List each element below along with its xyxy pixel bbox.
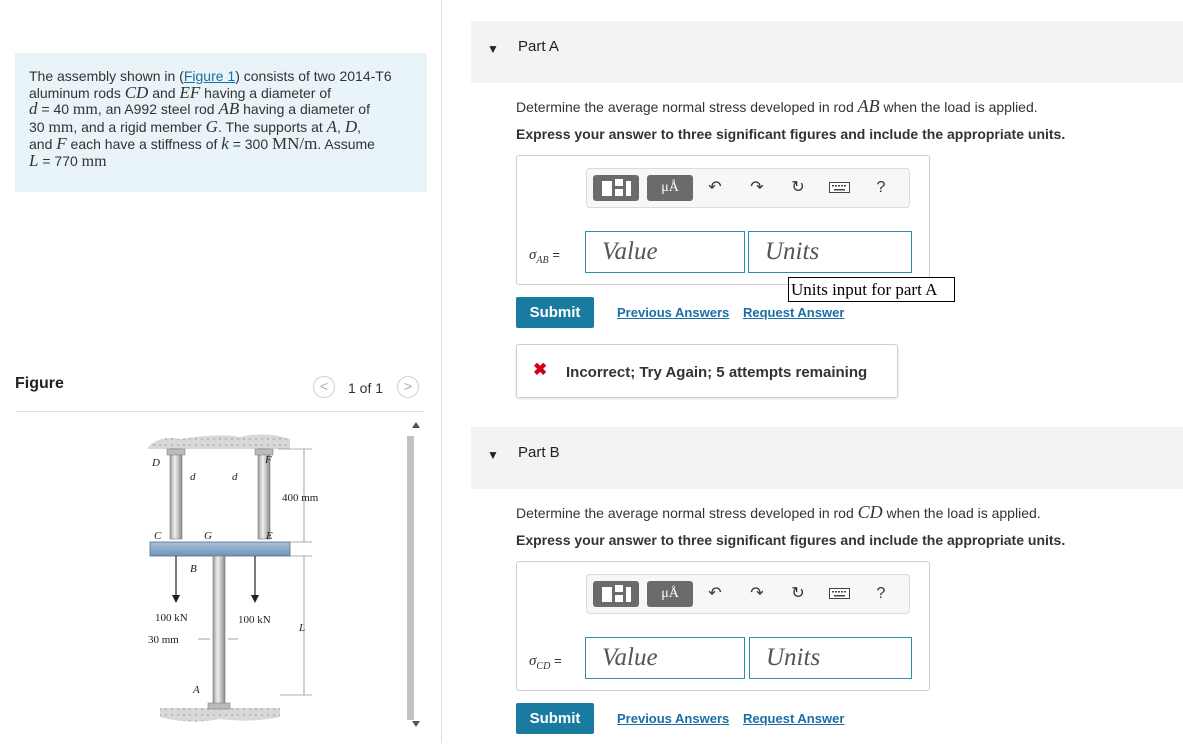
sigma-ab-label xyxy=(529,247,560,266)
problem-text: having a diameter of xyxy=(200,84,331,101)
problem-text: = 300 xyxy=(228,136,273,152)
sigma-subscript: AB xyxy=(536,255,549,266)
label-L: L xyxy=(299,622,306,634)
rod-ab-base xyxy=(208,703,230,709)
chevron-right-icon: > xyxy=(403,378,413,394)
help-icon[interactable]: ? xyxy=(876,585,886,602)
problem-text: The assembly shown in ( xyxy=(29,68,184,84)
value-input[interactable]: Value xyxy=(585,231,745,273)
part-b-previous-answers-link[interactable]: Previous Answers xyxy=(617,711,730,726)
label-F: F xyxy=(265,454,272,466)
label-G: G xyxy=(204,530,212,542)
problem-text: and xyxy=(148,84,180,101)
reset-icon[interactable]: ↻ xyxy=(791,585,805,602)
part-b-toolbar xyxy=(586,574,910,614)
label-E: E xyxy=(266,530,273,542)
unit: mm xyxy=(72,101,98,118)
part-a-request-answer-link[interactable]: Request Answer xyxy=(743,305,845,320)
symbols-icon[interactable]: μÅ xyxy=(647,581,693,607)
support-d-var: D xyxy=(344,116,358,136)
part-b-submit-button[interactable]: Submit xyxy=(516,703,594,734)
figure-diagram xyxy=(140,425,370,743)
k-var: k xyxy=(221,134,229,153)
label-B: B xyxy=(190,563,197,575)
label-30mm: 30 mm xyxy=(148,634,179,646)
redo-icon[interactable]: ↷ xyxy=(750,585,764,602)
problem-text: aluminum rods xyxy=(29,84,125,101)
scroll-up-icon[interactable] xyxy=(412,422,420,428)
part-a-feedback xyxy=(516,344,898,398)
undo-icon[interactable]: ↶ xyxy=(708,179,722,196)
rod-cd-cap xyxy=(167,449,185,455)
problem-text: . The supports at xyxy=(217,118,327,135)
part-b-request-answer-link[interactable]: Request Answer xyxy=(743,711,845,726)
rod-ab xyxy=(213,556,225,706)
figure-title: Figure xyxy=(15,375,64,392)
question-text: when the load is applied. xyxy=(882,505,1041,521)
collapse-triangle-icon[interactable]: ▼ xyxy=(487,42,499,56)
collapse-triangle-icon[interactable]: ▼ xyxy=(487,448,499,462)
label-C: C xyxy=(154,530,162,542)
error-x-icon: ✖ xyxy=(533,360,548,379)
label-load1: 100 kN xyxy=(155,612,188,624)
part-a-toolbar xyxy=(586,168,910,208)
top-support xyxy=(148,434,290,449)
help-icon[interactable]: ? xyxy=(876,179,886,196)
unit: MN/m xyxy=(272,134,318,153)
left-pane xyxy=(0,0,442,743)
support-f-var: F xyxy=(56,134,67,153)
question-text: when the load is applied. xyxy=(879,99,1038,115)
problem-text: , an A992 steel rod xyxy=(97,101,219,117)
part-b-answer-box xyxy=(516,561,930,691)
part-b-header[interactable] xyxy=(471,427,1183,489)
rod-cd-var: CD xyxy=(124,82,149,102)
equals-sign: = xyxy=(554,653,562,668)
part-a-instruction: Express your answer to three significant figures and include the appropriate units. xyxy=(516,126,1066,142)
problem-text: . Assume xyxy=(317,136,375,152)
problem-text: , xyxy=(357,118,361,135)
chevron-left-icon: < xyxy=(319,378,329,394)
problem-text: ) consists of two 2014-T6 xyxy=(235,68,392,84)
load-arrowhead-left xyxy=(172,595,180,603)
units-input[interactable]: Units xyxy=(749,637,912,679)
question-text: Determine the average normal stress developed in rod xyxy=(516,505,858,521)
member-g-var: G xyxy=(205,116,218,136)
part-a-previous-answers-link[interactable]: Previous Answers xyxy=(617,305,730,320)
d-var: d xyxy=(29,99,38,118)
problem-text: having a diameter of xyxy=(239,101,370,117)
keyboard-icon[interactable] xyxy=(829,181,851,193)
part-b-question xyxy=(516,502,1041,523)
figure-next-button[interactable] xyxy=(397,376,419,398)
problem-text: = 40 xyxy=(37,101,73,117)
L-var: L xyxy=(29,150,39,170)
problem-text: , xyxy=(337,118,341,135)
figure-prev-button[interactable] xyxy=(313,376,335,398)
units-input[interactable]: Units xyxy=(748,231,912,273)
sigma-cd-label xyxy=(529,653,562,672)
rod-var: AB xyxy=(857,96,880,116)
rod-ab-var: AB xyxy=(218,99,240,118)
problem-statement xyxy=(15,53,427,192)
rod-var: CD xyxy=(857,502,883,522)
rod-cd xyxy=(170,449,182,539)
load-arrowhead-right xyxy=(251,595,259,603)
keyboard-icon[interactable] xyxy=(829,587,851,599)
label-load2: 100 kN xyxy=(238,614,271,626)
templates-icon[interactable] xyxy=(593,175,639,201)
unit: mm xyxy=(48,118,74,136)
label-d2: d xyxy=(232,471,238,483)
scroll-down-icon[interactable] xyxy=(412,721,420,727)
feedback-text: Incorrect; Try Again; 5 attempts remaining xyxy=(566,364,868,381)
label-d1: d xyxy=(190,471,196,483)
problem-text: and xyxy=(29,136,57,152)
sigma-symbol: σ xyxy=(529,653,537,669)
label-400mm: 400 mm xyxy=(282,492,319,504)
sigma-subscript: CD xyxy=(536,661,551,672)
problem-text: 30 xyxy=(29,118,49,135)
scrollbar-thumb[interactable] xyxy=(407,436,414,720)
problem-text: = 770 xyxy=(38,152,82,169)
part-a-answer-box xyxy=(516,155,930,285)
problem-text: , and a rigid member xyxy=(73,118,206,135)
rigid-member-g xyxy=(150,542,290,556)
undo-icon[interactable]: ↶ xyxy=(708,585,722,602)
label-A: A xyxy=(193,684,200,696)
part-a-header[interactable] xyxy=(471,21,1183,83)
part-b-title: Part B xyxy=(518,444,560,461)
figure-link[interactable]: Figure 1 xyxy=(183,68,236,84)
value-input[interactable]: Value xyxy=(585,637,745,679)
bottom-support xyxy=(160,708,280,722)
problem-text: each have a stiffness of xyxy=(66,136,222,152)
figure-pager: 1 of 1 xyxy=(348,380,384,396)
label-D: D xyxy=(152,457,160,469)
equals-sign: = xyxy=(552,247,560,262)
part-a-title: Part A xyxy=(518,38,559,55)
reset-icon[interactable]: ↻ xyxy=(791,179,805,196)
part-a-question xyxy=(516,96,1038,117)
support-a-var: A xyxy=(326,116,338,136)
part-a-submit-button[interactable]: Submit xyxy=(516,297,594,328)
part-b-instruction: Express your answer to three significant figures and include the appropriate units. xyxy=(516,532,1066,548)
rod-ef-var: EF xyxy=(179,82,201,102)
redo-icon[interactable]: ↷ xyxy=(750,179,764,196)
unit: mm xyxy=(81,152,107,170)
symbols-icon[interactable]: μÅ xyxy=(647,175,693,201)
sigma-symbol: σ xyxy=(529,247,537,263)
divider xyxy=(15,411,425,412)
templates-icon[interactable] xyxy=(593,581,639,607)
question-text: Determine the average normal stress developed in rod xyxy=(516,99,858,115)
units-tooltip: Units input for part A xyxy=(788,277,955,302)
